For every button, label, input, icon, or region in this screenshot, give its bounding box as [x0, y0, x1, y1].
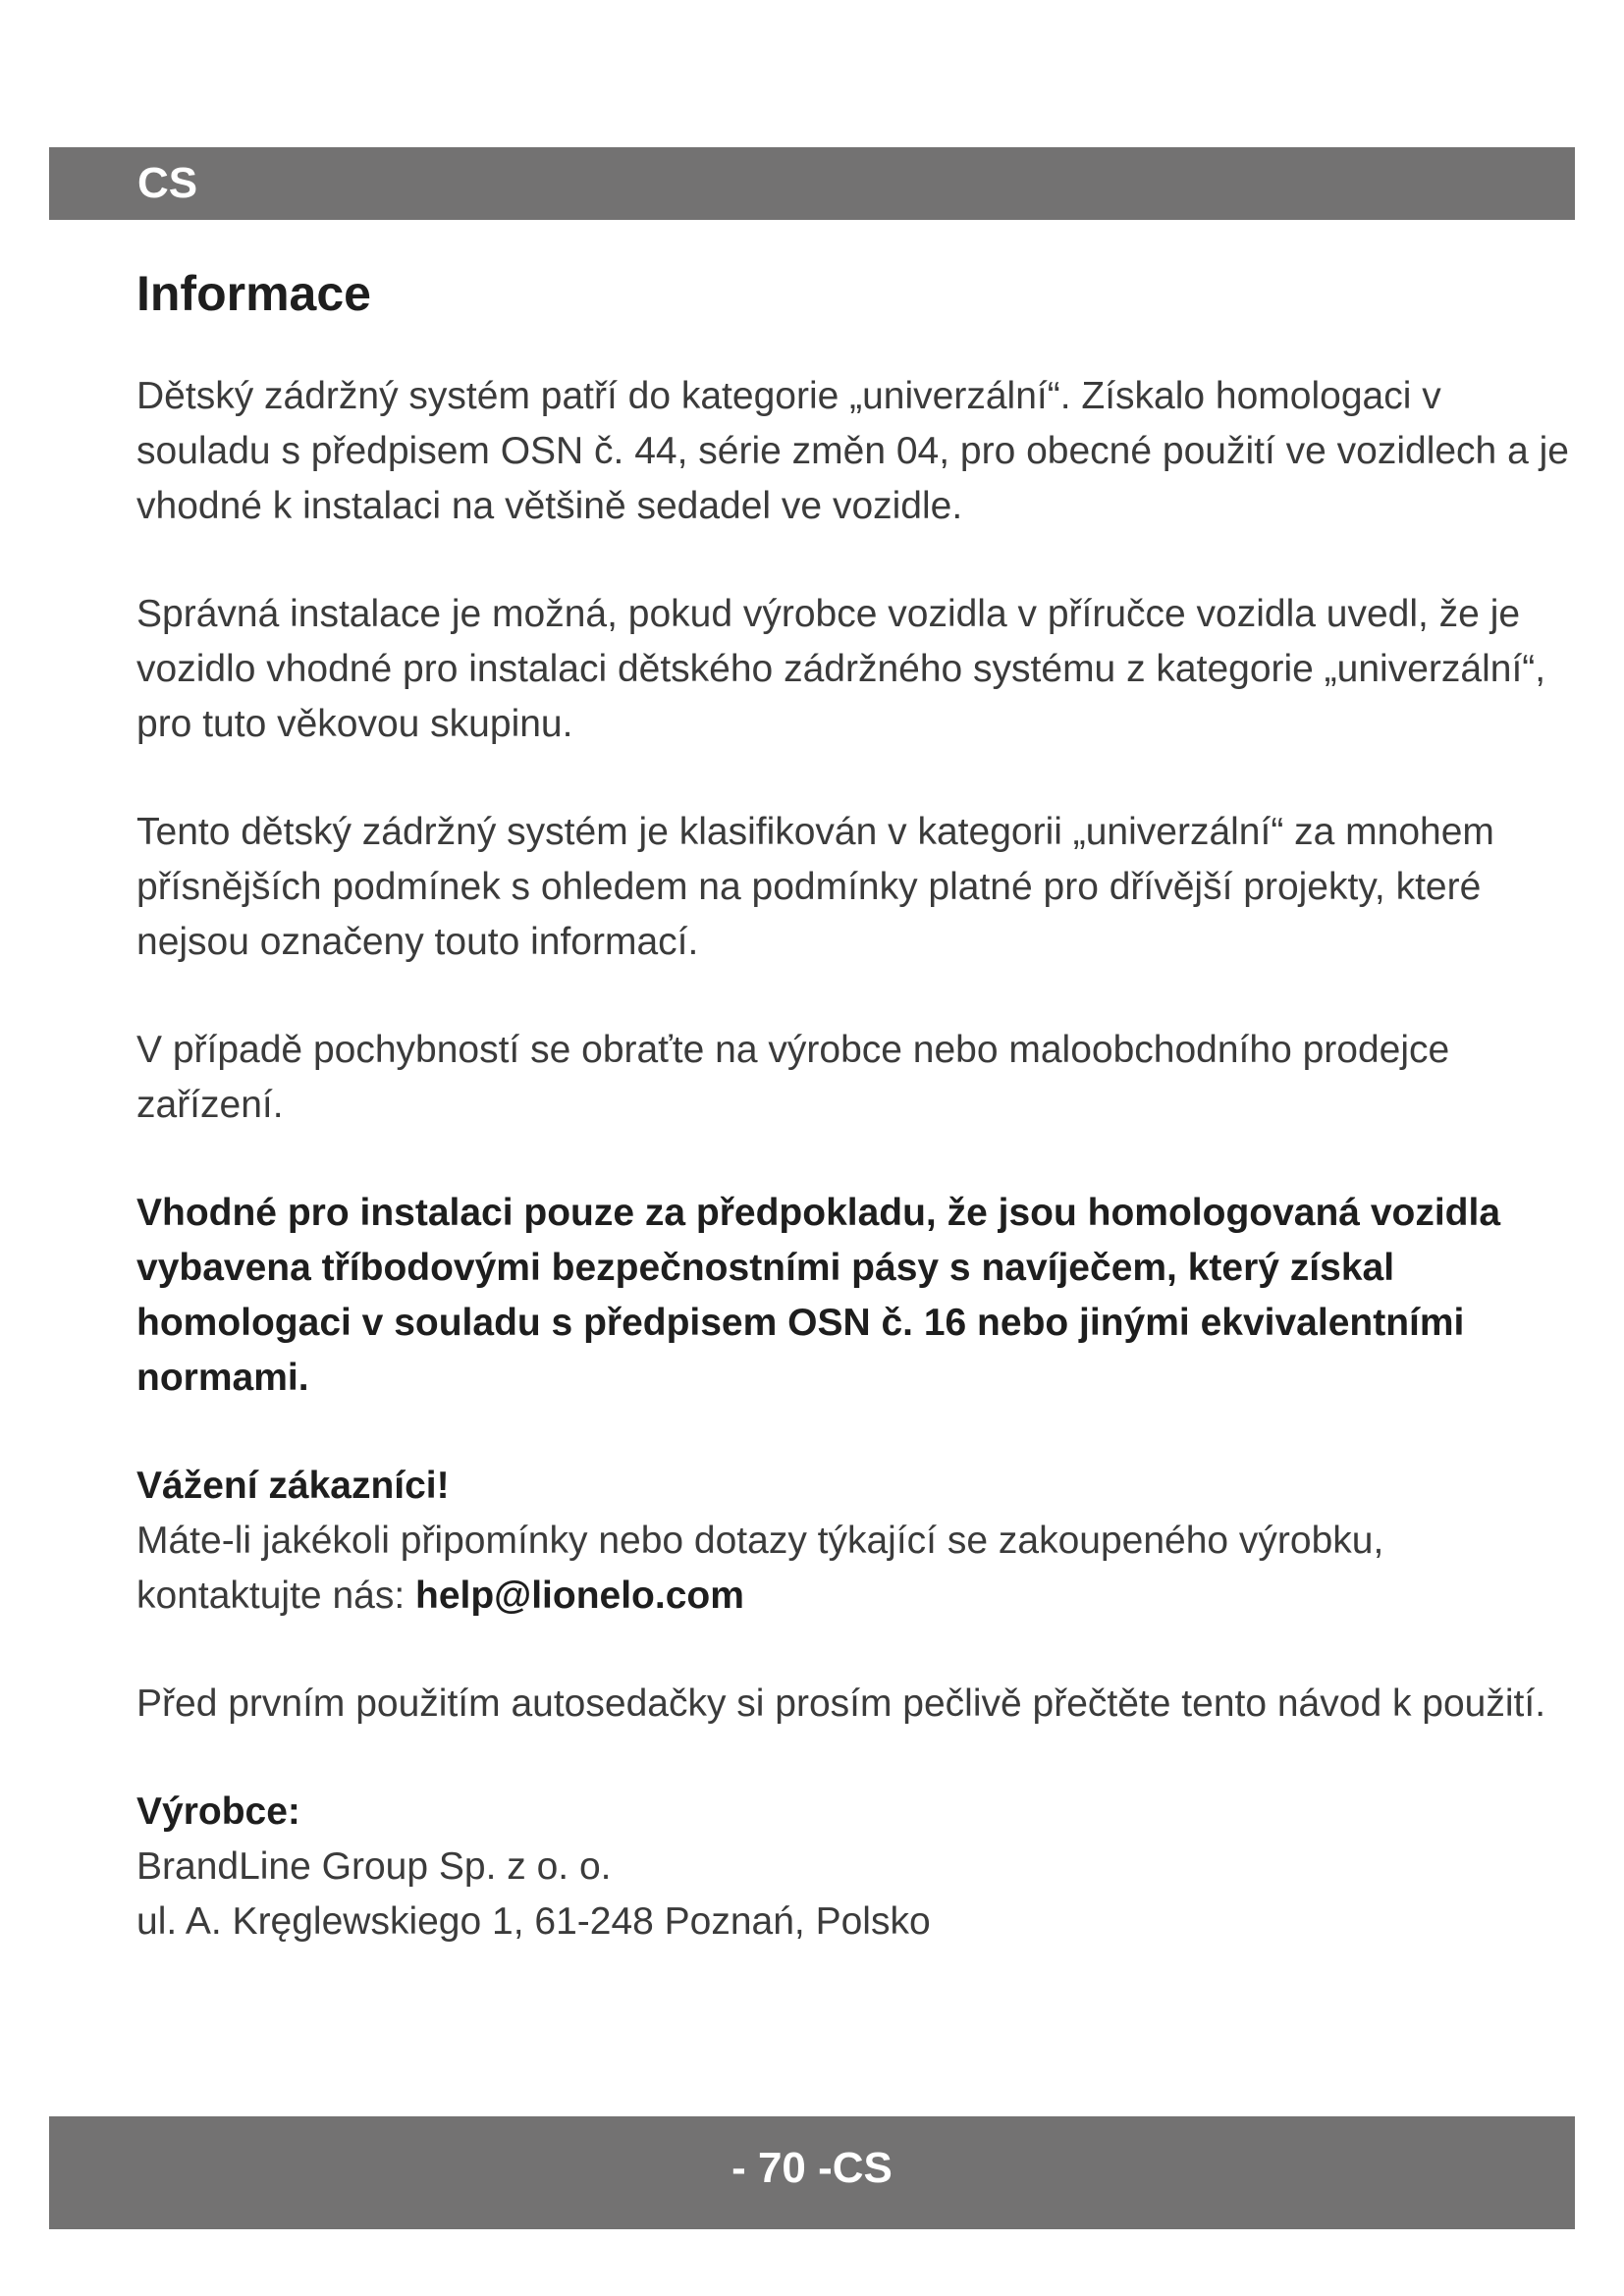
paragraph-universal-category: Dětský zádržný systém patří do kategorie „univerzální“. Získalo homologaci v souladu s předpisem OSN č. 44, série změn 04, pro obecné použití ve vozidlech a je vhodné k instalaci na většině sedadel ve vozidle. — [136, 375, 1569, 527]
paragraph-correct-installation: Správná instalace je možná, pokud výrobce vozidla v příručce vozidla uvedl, že je vozidlo vhodné pro instalaci dětského zádržného systému z kategorie „univerzální“, pro tuto věkovou skupinu. — [136, 593, 1546, 745]
installation-requirement-note: Vhodné pro instalaci pouze za předpokladu, že jsou homologovaná vozidla vybavena tříbodovými bezpečnostními pásy s navíječem, který získal homologaci v souladu s předpisem OSN č. 16 nebo jinými ekvivalentními normami. — [136, 1192, 1501, 1399]
customers-body-text: Máte-li jakékoli připomínky nebo dotazy týkající se zakoupeného výrobku, kontaktujte nás: — [136, 1520, 1384, 1617]
manufacturer-address: ul. A. Kręglewskiego 1, 61-248 Poznań, Polsko — [136, 1900, 931, 1943]
read-instructions-text: Před prvním použitím autosedačky si prosím pečlivě přečtěte tento návod k použití. — [136, 1682, 1546, 1725]
manufacturer-company: BrandLine Group Sp. z o. o. — [136, 1845, 612, 1888]
page-content — [136, 263, 1570, 1949]
paragraph-classification: Tento dětský zádržný systém je klasifikován v kategorii „univerzální“ za mnohem přísnějších podmínek s ohledem na podmínky platné pro dřívější projekty, které nejsou označeny touto informací. — [136, 811, 1494, 963]
customers-contact-text — [136, 1514, 1570, 1624]
manufacturer-heading: Výrobce: — [136, 1790, 300, 1833]
customers-heading: Vážení zákazníci! — [136, 1465, 450, 1507]
footer-bar — [49, 2116, 1575, 2229]
page-title: Informace — [136, 266, 371, 321]
paragraph-doubts: V případě pochybností se obraťte na výrobce nebo maloobchodního prodejce zařízení. — [136, 1029, 1450, 1126]
contact-email: help@lionelo.com — [415, 1575, 744, 1617]
page-number: - 70 -CS — [731, 2144, 893, 2192]
language-code: CS — [137, 159, 198, 207]
language-header-bar — [49, 147, 1575, 220]
